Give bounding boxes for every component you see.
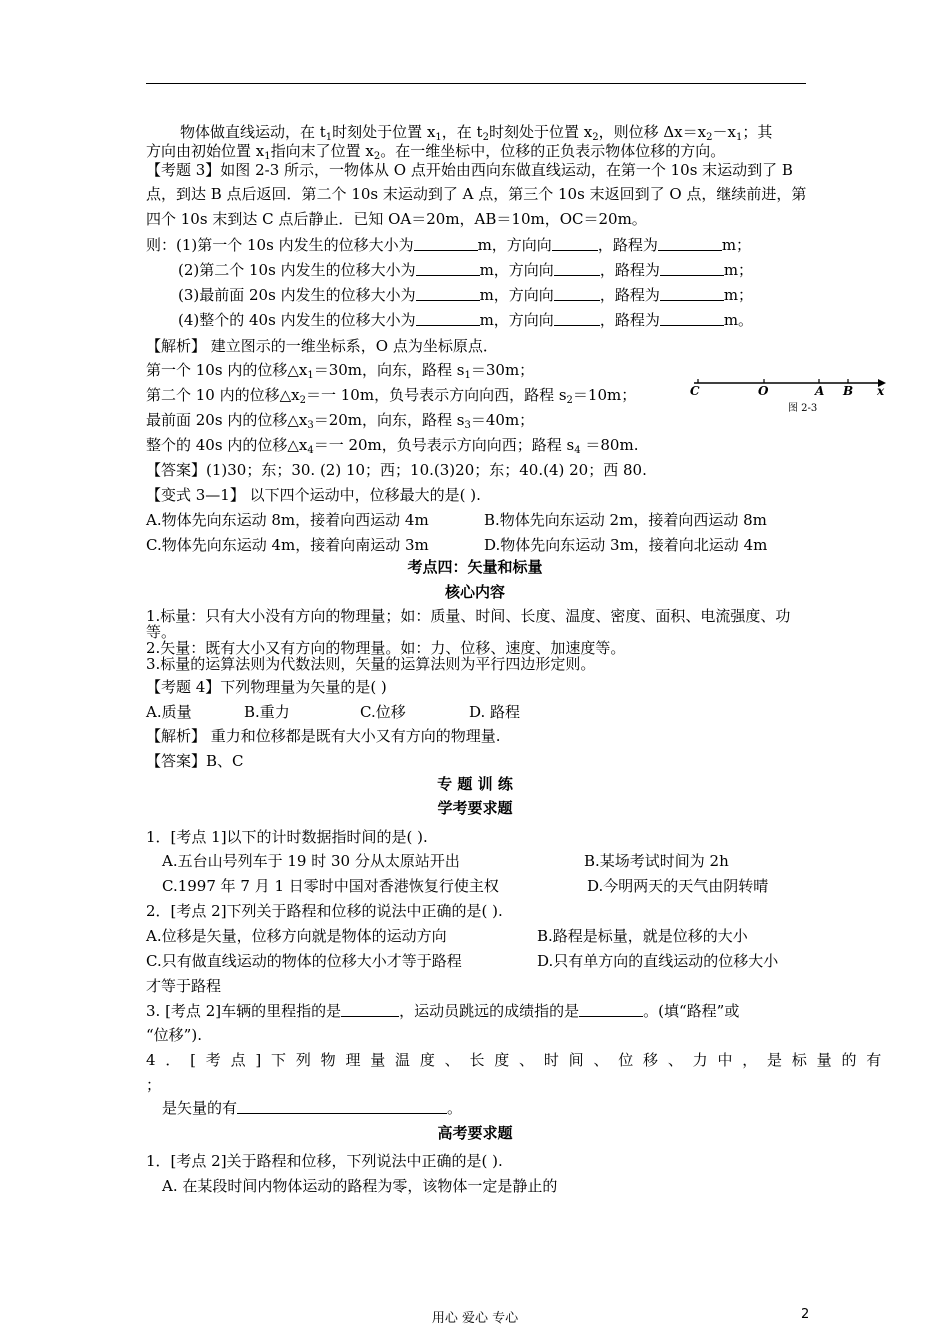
ex3-question-2: (2)第二个 10s 内发生的位移大小为 m，方向向 ，路程为 m；	[178, 261, 754, 279]
point-label-b: B	[843, 384, 854, 398]
intro-line-1: 物体做直线运动，在 $t_1$时刻处于位置 $x_1$，在 $t_2$时刻处于位置 $x_2$，则位移 $\Delta x=x_2-x_1$；其	[180, 123, 773, 143]
ex3-stem-1: 【考题 3】如图 2-3 所示，一物体从 O 点开始由西向东做直线运动，在第一个 10s 末运动到了 B	[146, 161, 793, 179]
gaokao-heading: 高考要求题	[437, 1124, 513, 1142]
t-q2-option-d: D.只有单方向的直线运动的位移大小	[537, 952, 779, 970]
page-number: 2	[801, 1307, 810, 1322]
header-rule	[146, 83, 806, 84]
t-q1-option-c: C.1997 年 7 月 1 日零时中国对香港恢复行使主权	[162, 877, 499, 895]
sec4-point-3: 3.标量的运算法则为代数法则，矢量的运算法则为平行四边形定则。	[146, 655, 596, 673]
t-q4: 4．[考点]下列物理量温度、长度、时间、位移、力中，是标量的有	[146, 1051, 892, 1069]
ex3-question-4: (4)整个的 40s 内发生的位移大小为 m，方向向 ，路程为 m。	[178, 311, 754, 329]
ex3-answer: 【答案】(1)30；东；30. (2) 10；西；10.(3)20；东；40.(4) 20；西 80.	[146, 461, 647, 479]
t-q2-option-d-cont: 才等于路程	[146, 977, 222, 995]
ex4-analysis: 【解析】 重力和位移都是既有大小又有方向的物理量.	[146, 727, 501, 745]
var31-stem: 【变式 3—1】 以下四个运动中，位移最大的是( ).	[146, 486, 481, 504]
t-q4-vector: 是矢量的有 。	[162, 1099, 463, 1117]
section-4-title: 考点四：矢量和标量	[407, 558, 543, 576]
t-q1-option-b: B.某场考试时间为 2h	[584, 852, 729, 870]
t-q1: 1．[考点 1]以下的计时数据指时间的是( ).	[146, 828, 428, 846]
figure-caption: 图 2-3	[788, 403, 818, 414]
ex3-analysis-3: 最前面 20s 内的位移$\triangle x_3=20m$，向东，路程 $s_3=40m$；	[146, 411, 535, 431]
ex4-option-c: C.位移	[360, 703, 406, 721]
g-q1: 1．[考点 2]关于路程和位移，下列说法中正确的是( ).	[146, 1152, 503, 1170]
sec4-point-2: 2.矢量：既有大小又有方向的物理量。如：力、位移、速度、加速度等。	[146, 639, 626, 657]
ex3-analysis-1: 第一个 10s 内的位移$\triangle x_1=30m$，向东，路程 $s_1=30m$；	[146, 361, 535, 381]
training-title: 专 题 训 练	[437, 775, 513, 793]
t-q3-cont: “位移”).	[146, 1026, 202, 1044]
ex4-option-a: A.质量	[146, 703, 192, 721]
axis-label-x: x	[877, 384, 885, 398]
ex3-analysis-4: 整个的 40s 内的位移$\triangle x_4=$一 20m，负号表示方向向西；路程 $s_4 =80m$.	[146, 436, 639, 456]
sec4-point-1-cont: 等。	[146, 623, 177, 641]
ex4-stem: 【考题 4】下列物理量为矢量的是( )	[146, 678, 387, 696]
t-q2-option-b: B.路程是标量，就是位移的大小	[537, 927, 748, 945]
t-q2-option-a: A.位移是矢量，位移方向就是物体的运动方向	[146, 927, 447, 945]
t-q4-semicolon: ；	[146, 1076, 162, 1094]
core-content-heading: 核心内容	[444, 583, 505, 601]
var31-option-c: C.物体先向东运动 4m，接着向南运动 3m	[146, 536, 429, 554]
ex3-stem-3: 四个 10s 末到达 C 点后静止．已知 OA＝20m，AB＝10m，OC＝20m。	[146, 210, 647, 228]
point-label-o: O	[758, 384, 769, 398]
ex3-stem-2: 点，到达 B 点后返回．第二个 10s 末运动到了 A 点，第三个 10s 末返回到了 O 点，继续前进，第	[146, 185, 807, 203]
var31-option-a: A.物体先向东运动 8m，接着向西运动 4m	[146, 511, 429, 529]
point-label-c: C	[690, 384, 700, 398]
point-label-a: A	[815, 384, 825, 398]
g-q1-option-a: A. 在某段时间内物体运动的路程为零，该物体一定是静止的	[162, 1177, 558, 1195]
footer-text: 用心 爱心 专心	[431, 1311, 519, 1326]
ex3-analysis-2: 第二个 10 内的位移$\triangle x_2=$一 10m，负号表示方向向西，路程 $s_2=10m$；	[146, 386, 637, 406]
var31-option-d: D.物体先向东运动 3m，接着向北运动 4m	[484, 536, 768, 554]
ex3-analysis: 【解析】 建立图示的一维坐标系，O 点为坐标原点．	[146, 337, 498, 355]
ex3-question-1: 则：(1)第一个 10s 内发生的位移大小为 m，方向向 ，路程为 m；	[146, 236, 752, 254]
var31-option-b: B.物体先向东运动 2m，接着向西运动 8m	[484, 511, 767, 529]
sec4-point-1: 1.标量：只有大小没有方向的物理量；如：质量、时间、长度、温度、密度、面积、电流强度、功	[146, 607, 791, 625]
ex3-question-3: (3)最前面 20s 内发生的位移大小为 m，方向向 ，路程为 m；	[178, 286, 754, 304]
intro-line-2: 方向由初始位置 $x_1$指向末了位置 $x_2$。在一维坐标中，位移的正负表示物体位移的方向。	[146, 142, 726, 162]
ex4-option-d: D. 路程	[469, 703, 521, 721]
ex4-option-b: B.重力	[244, 703, 290, 721]
xuekao-heading: 学考要求题	[437, 799, 513, 817]
t-q2-option-c: C.只有做直线运动的物体的位移大小才等于路程	[146, 952, 462, 970]
figure-2-3	[688, 374, 888, 416]
t-q1-option-d: D.今明两天的天气由阴转晴	[587, 877, 769, 895]
t-q2: 2．[考点 2]下列关于路程和位移的说法中正确的是( ).	[146, 902, 503, 920]
ex4-answer: 【答案】B、C	[146, 752, 244, 770]
t-q3: 3. [考点 2]车辆的里程指的是 ，运动员跳远的成绩指的是 。(填“路程”或	[146, 1002, 740, 1020]
t-q1-option-a: A.五台山号列车于 19 时 30 分从太原站开出	[162, 852, 460, 870]
